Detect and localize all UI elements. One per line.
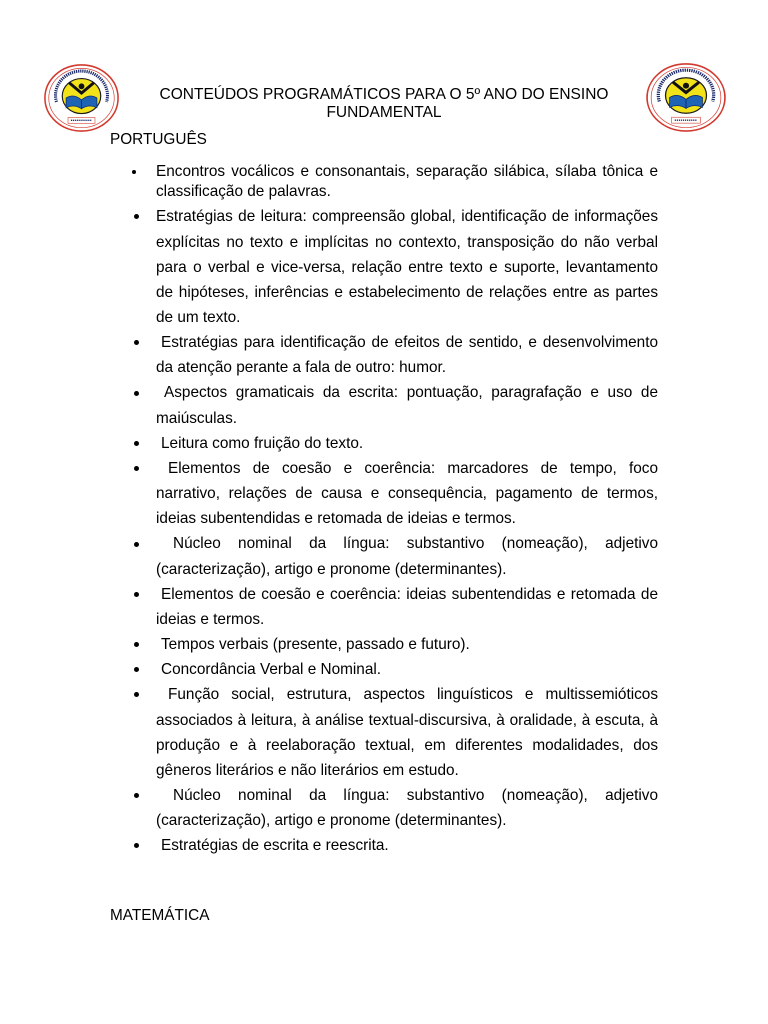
list-item (156, 632, 658, 657)
bullet-icon (134, 692, 139, 697)
list-item-line: associados à leitura, à análise textual-discursiva, à oralidade, à escuta, à (156, 711, 658, 729)
list-item-line: produção e à reelaboração textual, em diferentes modalidades, dos (156, 736, 658, 754)
bullet-icon (134, 667, 139, 672)
list-item-line: Núcleo nominal da língua: substantivo (nomeação), adjetivo (173, 535, 658, 553)
bullet-icon (134, 642, 139, 647)
bullet-icon (134, 542, 139, 547)
list-item-line: narrativo, relações de causa e consequência, pagamento de termos, (156, 485, 658, 503)
list-item-line: Elementos de coesão e coerência: marcadores de tempo, foco (168, 459, 658, 477)
list-item-line: classificação de palavras. (156, 183, 331, 200)
list-item (156, 657, 658, 682)
list-item-line: ideias subentendidas e retomada de ideias e termos. (156, 510, 516, 528)
page-title: CONTEÚDOS PROGRAMÁTICOS PARA O 5º ANO DO ENSINO FUNDAMENTAL (159, 86, 609, 121)
list-item-line: Concordância Verbal e Nominal. (161, 661, 382, 679)
list-item-line: de hipóteses, inferências e estabelecimento de relações entre as partes (156, 283, 658, 301)
bullet-icon (134, 340, 139, 345)
school-seal-icon (43, 63, 120, 133)
list-item (156, 330, 658, 380)
list-item-line: Estratégias de leitura: compreensão global, identificação de informações (156, 208, 658, 226)
section-heading-matematica: MATEMÁTICA (110, 907, 210, 924)
list-item (156, 833, 658, 858)
list-item (156, 380, 658, 430)
list-item-line: de um texto. (156, 309, 241, 327)
list-item (156, 456, 658, 531)
bullet-icon (134, 843, 139, 848)
list-item-line: Tempos verbais (presente, passado e futuro). (161, 636, 470, 654)
list-item-line: ideias e termos. (156, 610, 265, 628)
list-item-line: Estratégias de escrita e reescrita. (161, 837, 389, 855)
list-item-line: gêneros literários e não literários em estudo. (156, 761, 459, 779)
school-logo-right (645, 62, 727, 133)
list-item-line: explícitas no texto e implícitas no contexto, transposição do não verbal (156, 233, 658, 251)
list-item (156, 582, 658, 632)
list-item (156, 204, 658, 330)
list-item (156, 783, 658, 833)
list-item-line: Leitura como fruição do texto. (161, 434, 364, 452)
school-logo-left (43, 63, 120, 133)
list-item-line: (caracterização), artigo e pronome (determinantes). (156, 812, 507, 830)
bullet-icon (134, 592, 139, 597)
list-item-line: (caracterização), artigo e pronome (determinantes). (156, 560, 507, 578)
list-item (156, 682, 658, 783)
school-seal-icon (645, 62, 727, 133)
bullet-icon (134, 793, 139, 798)
bullet-icon (134, 391, 139, 396)
list-item-line: Estratégias para identificação de efeitos de sentido, e desenvolvimento (161, 334, 658, 352)
list-item-line: Aspectos gramaticais da escrita: pontuação, paragrafação e uso de (164, 384, 658, 402)
bullet-icon (134, 466, 139, 471)
bullet-icon (134, 214, 139, 219)
list-item-line: Função social, estrutura, aspectos linguísticos e multissemióticos (168, 686, 658, 704)
list-item (156, 162, 658, 202)
bullet-icon (132, 170, 136, 174)
list-item-line: Encontros vocálicos e consonantais, separação silábica, sílaba tônica e (156, 163, 658, 180)
bullet-icon (134, 441, 139, 446)
list-item-line: Núcleo nominal da língua: substantivo (nomeação), adjetivo (173, 786, 658, 804)
list-item (156, 431, 658, 456)
list-item-line: maiúsculas. (156, 409, 238, 427)
portugues-topic-list (156, 162, 658, 858)
list-item-line: da atenção perante a fala de outro: humor. (156, 359, 447, 377)
list-item-line: Elementos de coesão e coerência: ideias subentendidas e retomada de (161, 585, 658, 603)
section-heading-portugues: PORTUGUÊS (110, 131, 207, 148)
list-item (156, 531, 658, 581)
list-item-line: para o verbal e vice-versa, relação entre texto e suporte, levantamento (156, 258, 658, 276)
